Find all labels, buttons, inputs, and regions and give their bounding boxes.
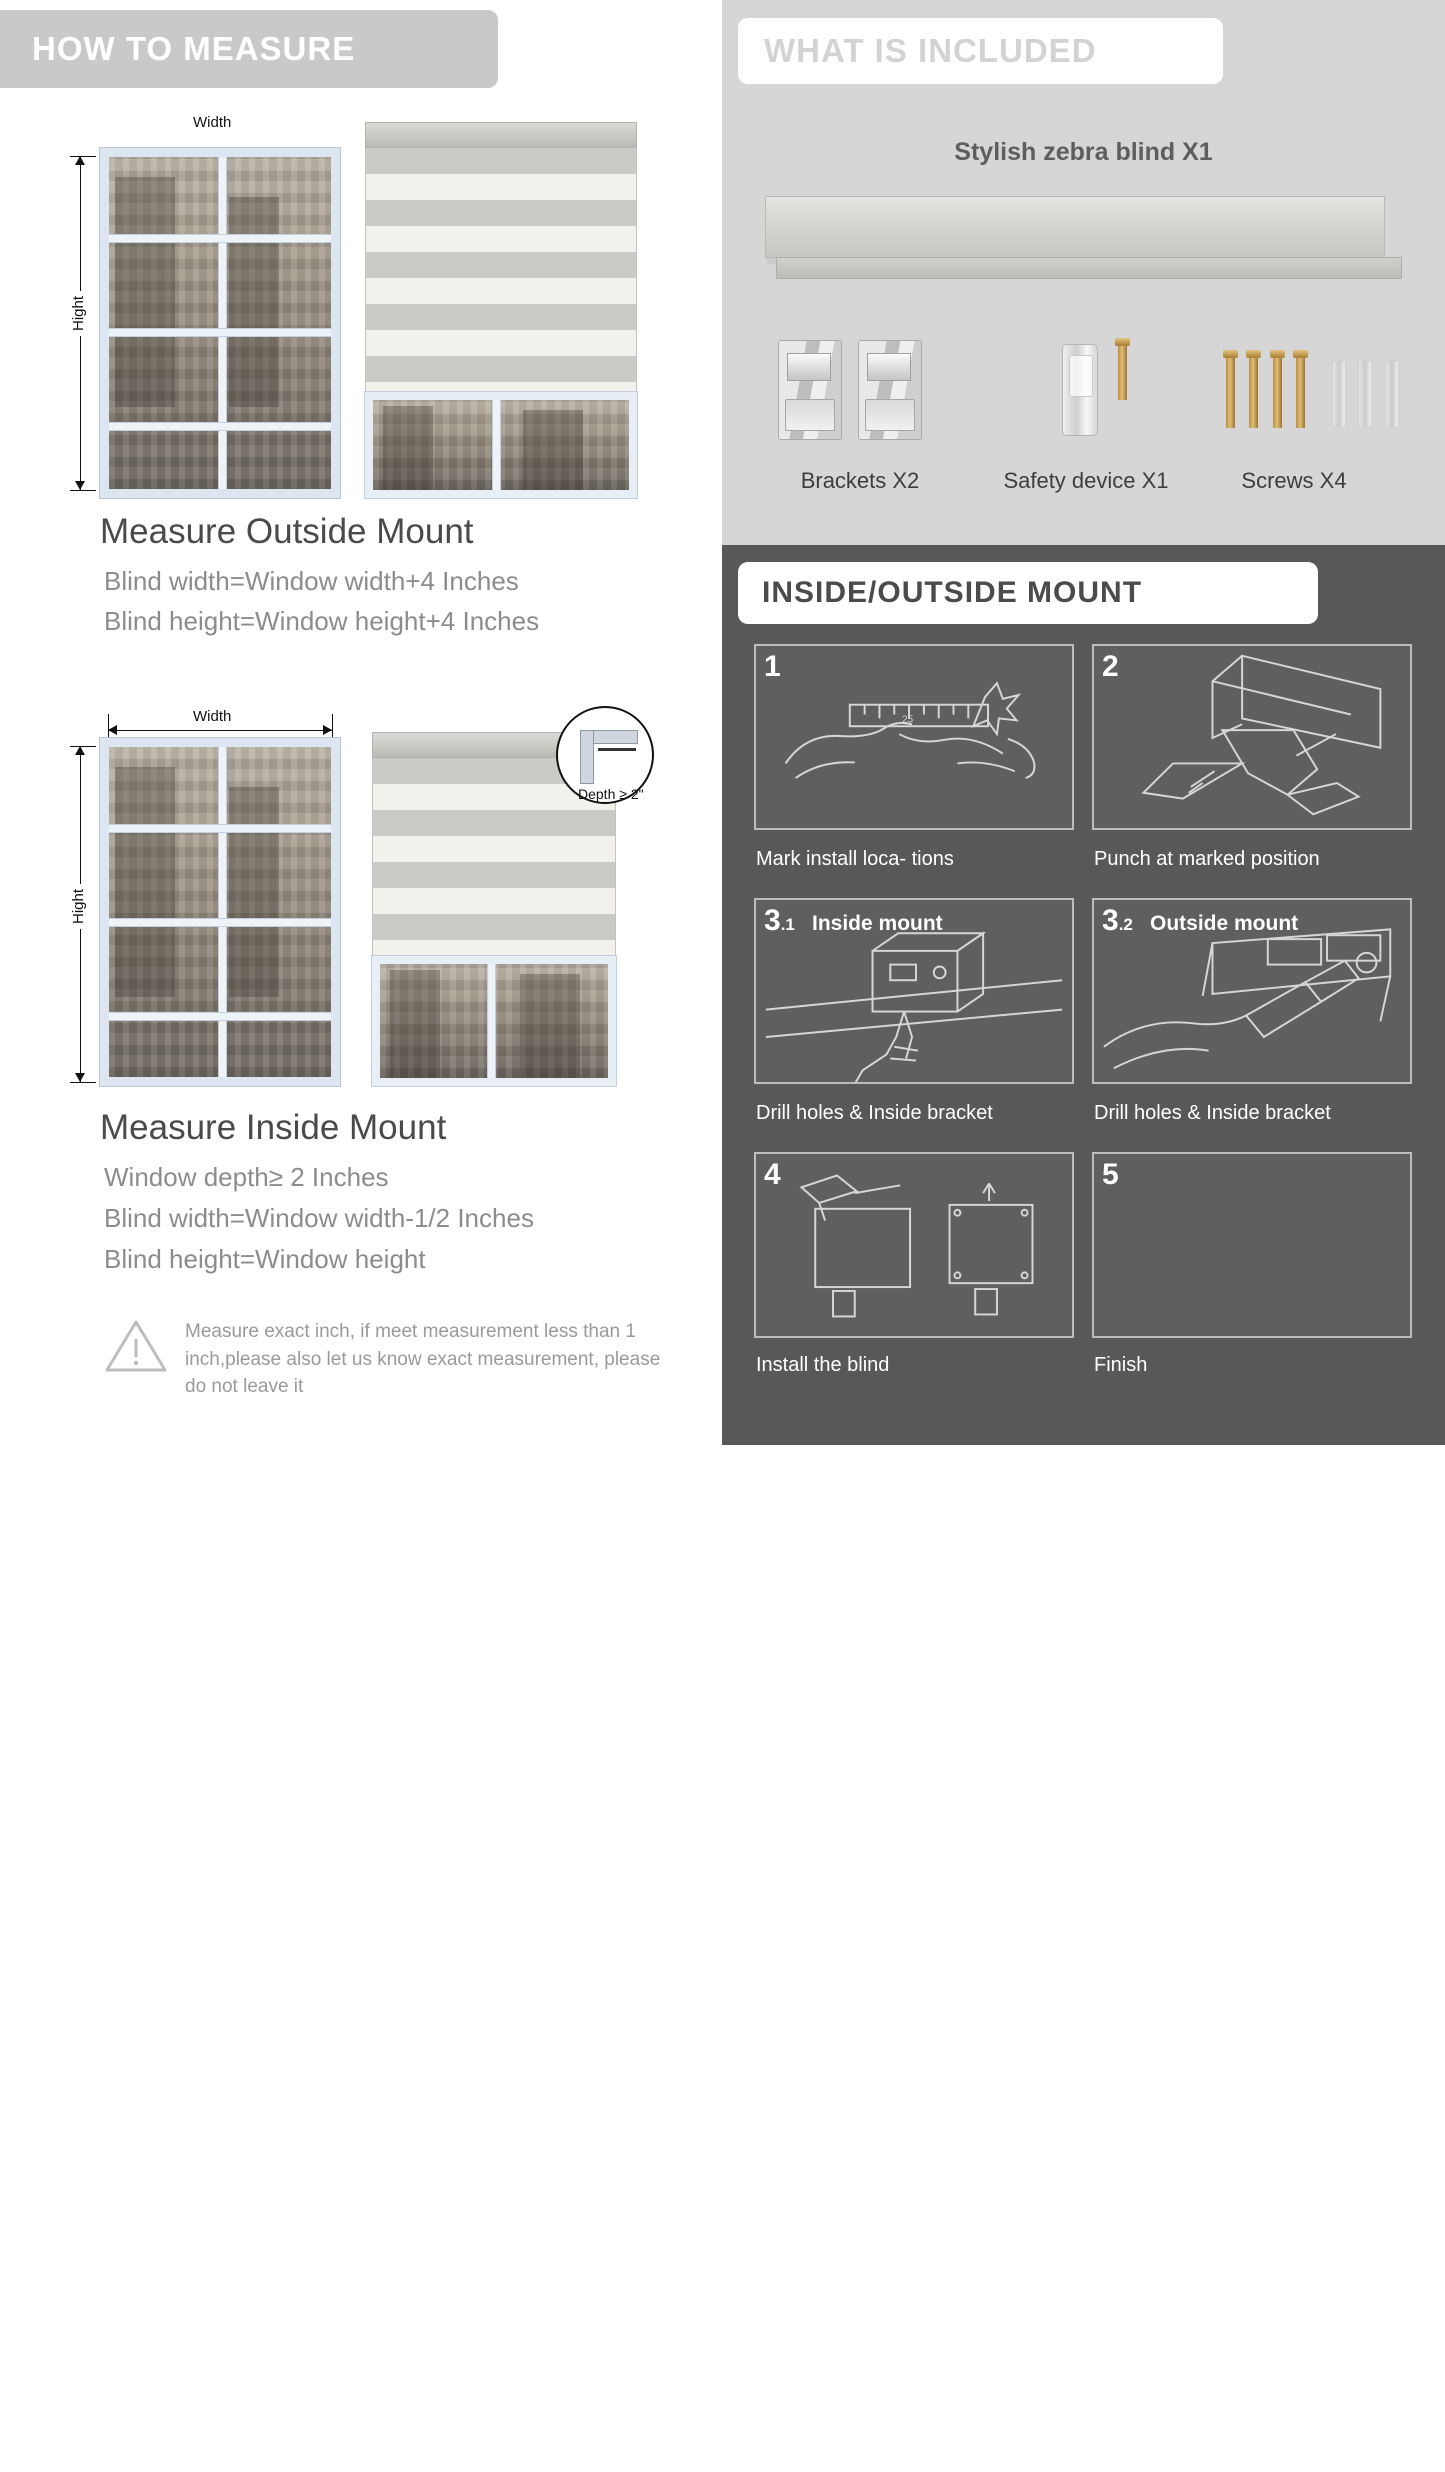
window-mullion-horizontal-3 xyxy=(109,423,331,430)
warning-triangle-icon xyxy=(105,1318,167,1374)
window-mullion-vertical xyxy=(488,964,495,1078)
install-blind-icon xyxy=(756,1154,1072,1336)
inside-height-tick-top xyxy=(70,746,96,747)
zebra-fabric xyxy=(365,148,637,412)
inside-height-arrow-down xyxy=(75,1073,85,1082)
wall-anchor-icon xyxy=(1385,360,1399,428)
window-mullion-vertical xyxy=(219,747,226,1077)
part-safety-device-label: Safety device X1 xyxy=(1003,468,1169,493)
step-3-2-caption: Drill holes & Inside bracket xyxy=(1094,1102,1331,1124)
measurement-note-text: Measure exact inch, if meet measurement less than 1 inch,please also let us know exact measurement, please do not leave it xyxy=(185,1321,661,1398)
inside-height-tick-bottom xyxy=(70,1082,96,1083)
window-view-scene xyxy=(373,400,629,490)
how-to-measure-header xyxy=(0,10,498,88)
inside-width-arrow-left xyxy=(108,725,117,735)
window-mullion-horizontal-1 xyxy=(109,235,331,242)
step-2 xyxy=(1092,644,1412,830)
safety-device-icon xyxy=(1062,344,1098,436)
outside-window-illustration xyxy=(100,148,340,498)
inside-window-illustration xyxy=(100,738,340,1086)
part-screws xyxy=(1226,356,1399,433)
step-5-number: 5 xyxy=(1102,1158,1119,1191)
inside-mount-figure xyxy=(0,696,712,1096)
step-3-2-inline-label: Outside mount xyxy=(1150,912,1299,935)
screw-icon xyxy=(1226,356,1235,428)
window-behind-blind xyxy=(372,956,616,1086)
screw-icon xyxy=(1249,356,1258,428)
tape-measure-icon xyxy=(756,646,1072,828)
outside-width-label: Width xyxy=(188,114,236,131)
inside-mount-line-2: Blind width=Window width-1/2 Inches xyxy=(104,1203,534,1233)
step-3-1-caption: Drill holes & Inside bracket xyxy=(756,1102,993,1124)
outside-height-arrow-up xyxy=(75,156,85,165)
outside-height-arrow-down xyxy=(75,481,85,490)
window-behind-blind xyxy=(365,392,637,498)
outside-height-tick-top xyxy=(70,156,96,157)
step-3-1-inline-label: Inside mount xyxy=(812,912,943,935)
screw-icon xyxy=(1118,344,1127,400)
inside-mount-line-3: Blind height=Window height xyxy=(104,1244,426,1274)
bracket-icon xyxy=(858,340,922,440)
outside-mount-line-1: Blind width=Window width+4 Inches xyxy=(104,566,519,596)
window-mullion-vertical xyxy=(493,400,500,490)
bracket-outside-icon xyxy=(1094,900,1410,1082)
step-2-caption: Punch at marked position xyxy=(1094,848,1320,870)
what-is-included-header xyxy=(738,18,1223,84)
window-mullion-horizontal-3 xyxy=(109,1013,331,1020)
svg-text:25: 25 xyxy=(902,714,914,726)
part-brackets xyxy=(778,340,922,445)
window-mullion-horizontal-1 xyxy=(109,825,331,832)
inside-width-arrow-right xyxy=(323,725,332,735)
inside-height-arrow-up xyxy=(75,746,85,755)
window-glass xyxy=(109,157,331,489)
part-screws-label: Screws X4 xyxy=(1241,468,1347,493)
step-3-2 xyxy=(1092,898,1412,1084)
step-1-caption: Mark install loca- tions xyxy=(756,848,954,870)
step-1 xyxy=(754,644,1074,830)
step-3-1 xyxy=(754,898,1074,1084)
step-2-number: 2 xyxy=(1102,650,1119,683)
inside-mount-title: Measure Inside Mount xyxy=(100,1108,447,1147)
window-mullion-horizontal-2 xyxy=(109,919,331,926)
measurement-note xyxy=(105,1318,665,1401)
inside-mount-line-1: Window depth≥ 2 Inches xyxy=(104,1162,389,1192)
included-product-title: Stylish zebra blind X1 xyxy=(954,138,1213,166)
window-mullion-vertical xyxy=(219,157,226,489)
step-3-2-number-main: 3 xyxy=(1102,904,1119,937)
step-5-caption: Finish xyxy=(1094,1354,1148,1376)
part-brackets-label: Brackets X2 xyxy=(800,468,920,493)
window-mullion-horizontal-2 xyxy=(109,329,331,336)
how-to-measure-panel xyxy=(0,0,712,1445)
inside-outside-mount-header xyxy=(738,562,1318,624)
bracket-screwdriver-icon xyxy=(756,900,1072,1082)
step-4-number: 4 xyxy=(764,1158,781,1191)
step-5 xyxy=(1092,1152,1412,1338)
depth-label: Depth ≥ 2" xyxy=(578,786,644,802)
step-4 xyxy=(754,1152,1074,1338)
inside-height-label: Hight xyxy=(70,884,87,929)
outside-mount-title: Measure Outside Mount xyxy=(100,512,474,551)
bracket-icon xyxy=(778,340,842,440)
outside-mount-line-2: Blind height=Window height+4 Inches xyxy=(104,606,540,636)
step-1-number: 1 xyxy=(764,650,781,683)
screw-icon xyxy=(1296,356,1305,428)
step-3-1-number-sub: .1 xyxy=(780,915,795,934)
step-3-1-number-main: 3 xyxy=(764,904,781,937)
blind-headrail xyxy=(365,122,637,148)
what-is-included-title: WHAT IS INCLUDED xyxy=(764,32,1097,69)
wall-anchor-icon xyxy=(1358,360,1372,428)
drill-icon xyxy=(1094,646,1410,828)
part-safety-device xyxy=(1062,344,1127,441)
inside-width-label: Width xyxy=(188,708,236,725)
inside-outside-mount-title: INSIDE/OUTSIDE MOUNT xyxy=(762,576,1143,609)
step-4-caption: Install the blind xyxy=(756,1354,890,1376)
step-3-2-number-sub: .2 xyxy=(1118,915,1133,934)
outside-height-tick-bottom xyxy=(70,490,96,491)
outside-mount-figure xyxy=(0,100,712,500)
zebra-blind-product-image xyxy=(765,196,1385,258)
window-glass xyxy=(109,747,331,1077)
how-to-measure-title: HOW TO MEASURE xyxy=(32,30,356,67)
wall-anchor-icon xyxy=(1332,360,1346,428)
inside-width-dimension-line xyxy=(108,730,332,731)
screw-icon xyxy=(1273,356,1282,428)
outside-height-label: Hight xyxy=(70,291,87,336)
outside-mounted-blind-illustration xyxy=(365,122,637,498)
